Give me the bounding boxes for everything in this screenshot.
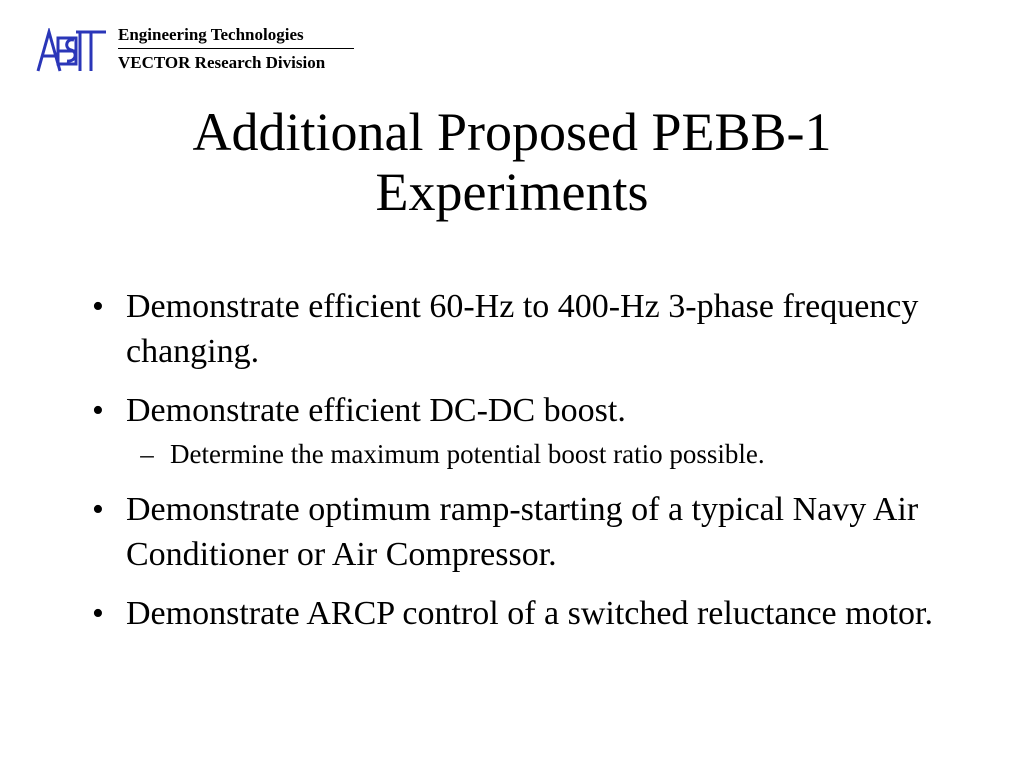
bullet-item: [86, 487, 936, 577]
header-divider: [118, 48, 354, 49]
division-name: VECTOR Research Division: [118, 53, 326, 72]
bullet-icon: •: [92, 595, 104, 632]
organization-name: Engineering Technologies: [118, 25, 304, 44]
sub-bullet-text: Determine the maximum potential boost ratio possible.: [170, 439, 765, 469]
bullet-text: Demonstrate efficient 60-Hz to 400-Hz 3-phase frequency changing.: [126, 288, 919, 370]
sub-bullet-item: [86, 437, 936, 471]
bullet-item: [86, 591, 936, 636]
slide-title-line-2: Experiments: [375, 162, 649, 222]
bullet-text: Demonstrate optimum ramp-starting of a typical Navy Air Conditioner or Air Compressor.: [126, 491, 919, 573]
organization-block: [118, 24, 358, 74]
bullet-text: Demonstrate ARCP control of a switched reluctance motor.: [126, 595, 933, 632]
dash-icon: –: [140, 439, 154, 469]
bullet-item: [86, 284, 936, 374]
bullet-list: [86, 284, 936, 650]
bullet-icon: •: [92, 288, 104, 325]
aet-logo-icon: [36, 28, 108, 72]
bullet-item: [86, 388, 936, 433]
bullet-icon: •: [92, 491, 104, 528]
slide-title-line-1: Additional Proposed PEBB-1: [192, 102, 832, 162]
slide-header: [36, 24, 366, 74]
bullet-text: Demonstrate efficient DC-DC boost.: [126, 392, 626, 429]
bullet-icon: •: [92, 392, 104, 429]
slide-title: [0, 102, 1024, 222]
